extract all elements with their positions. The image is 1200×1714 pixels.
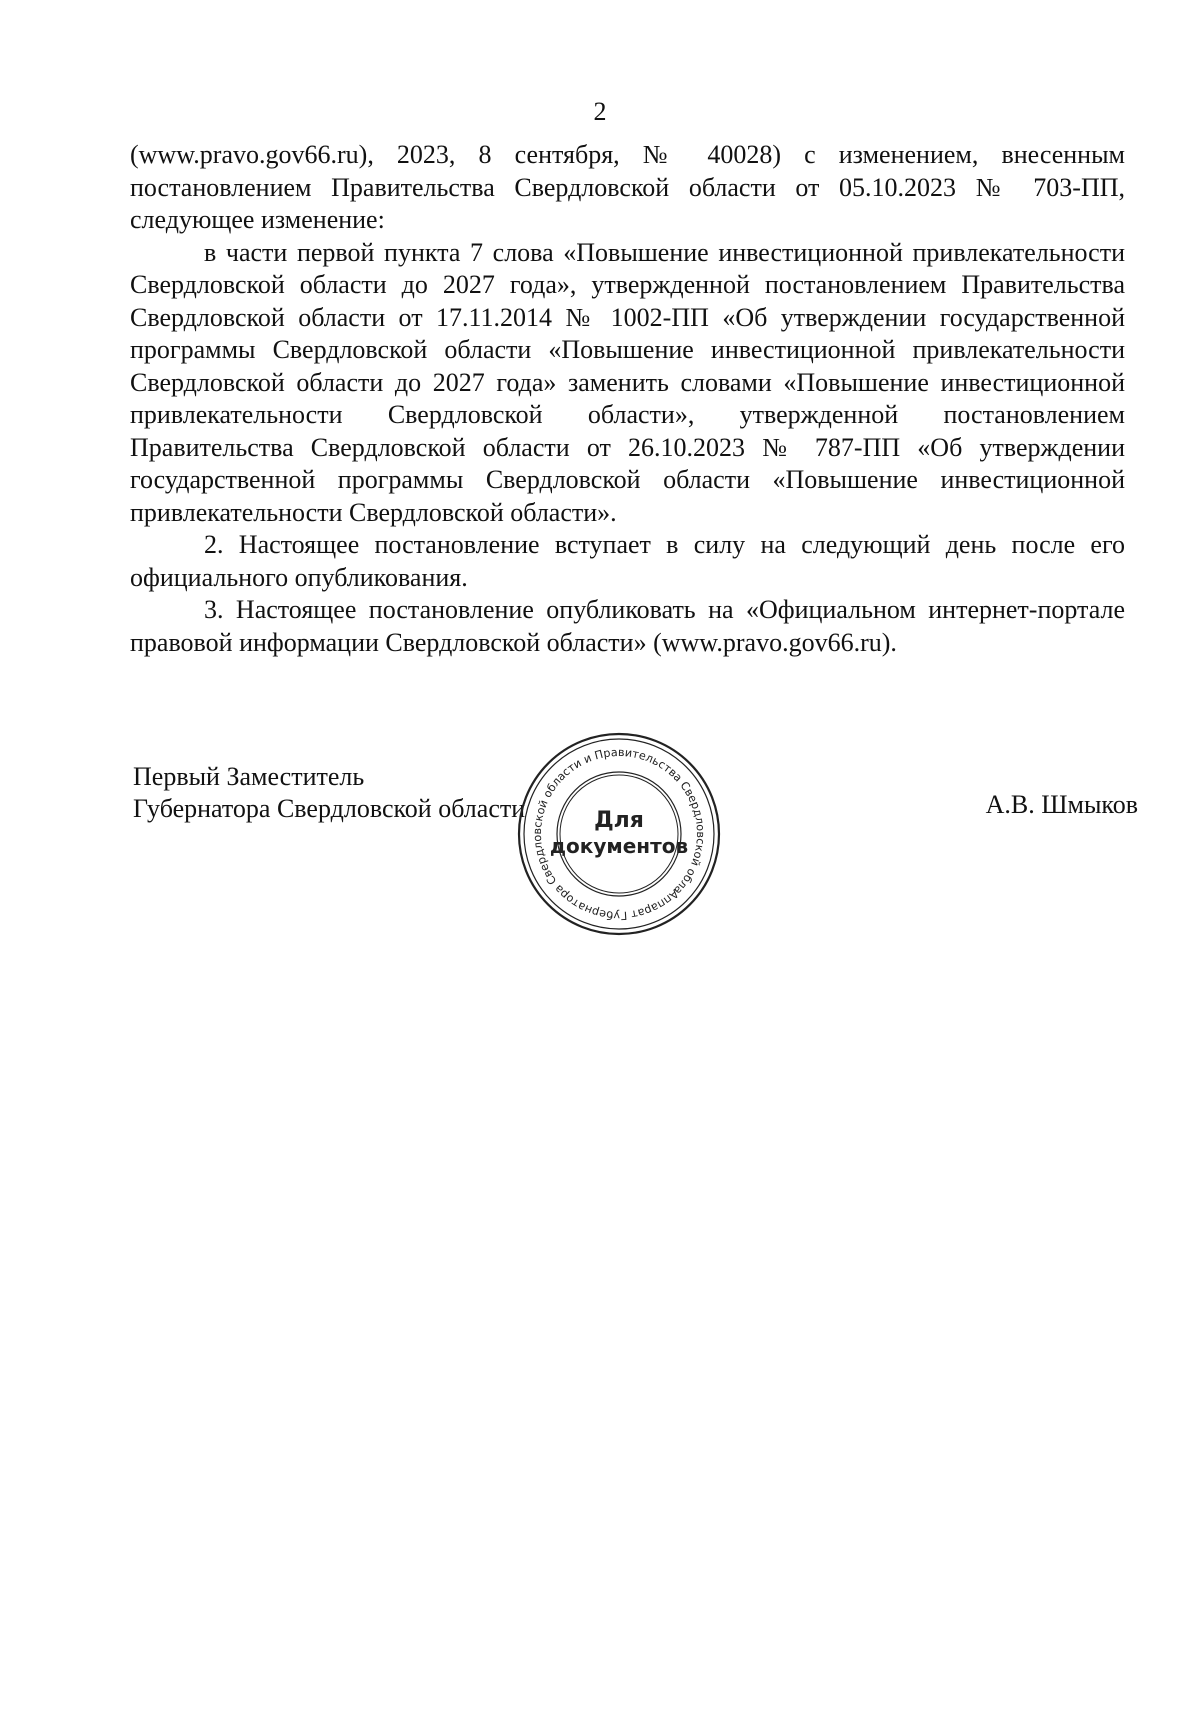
paragraph-intro: (www.pravo.gov66.ru), 2023, 8 сентября, № 40028) с изменением, внесенным постановлением Правительства Свердловской области от 05.10.2023 № 703-ПП, следующее изменение: — [130, 140, 1125, 234]
signatory-position-line1: Первый Заместитель — [133, 762, 365, 791]
stamp-center-line2: документов — [549, 834, 689, 858]
signature-block — [133, 745, 1138, 941]
signatory-position-line2: Губернатора Свердловской области — [133, 794, 526, 823]
paragraph-item-2: 2. Настоящее постановление вступает в силу на следующий день после его официального опубликования. — [130, 530, 1125, 592]
paragraph-amendment: в части первой пункта 7 слова «Повышение инвестиционной привлекательности Свердловской области до 2027 года», утвержденной постановлением Правительства Свердловской области от 17.11.2014 № 1002-ПП «Об утверждении государственной программы Свердловской области «Повышение инвестиционной привлекательности Свердловской области до 2027 года» заменить словами «Повышение инвестиционной привлекательности Свердловской области», утвержденной постановлением Правительства Свердловской области от 26.10.2023 № 787-ПП «Об утверждении государственной программы Свердловской области «Повышение инвестиционной привлекательности Свердловской области». — [130, 237, 1125, 527]
stamp-ring-text: Аппарат Губернатора Свердловской области и Правительства Свердловской области — [530, 745, 708, 923]
document-body — [130, 139, 1125, 659]
stamp-center-line1: Для — [594, 808, 644, 833]
official-seal-stamp — [514, 729, 724, 939]
paragraph-item-3: 3. Настоящее постановление опубликовать на «Официальном интернет-портале правовой информации Свердловской области» (www.pravo.gov66.ru). — [130, 595, 1125, 657]
signatory-name: А.В. Шмыков — [985, 790, 1138, 819]
page-number: 2 — [593, 97, 607, 126]
